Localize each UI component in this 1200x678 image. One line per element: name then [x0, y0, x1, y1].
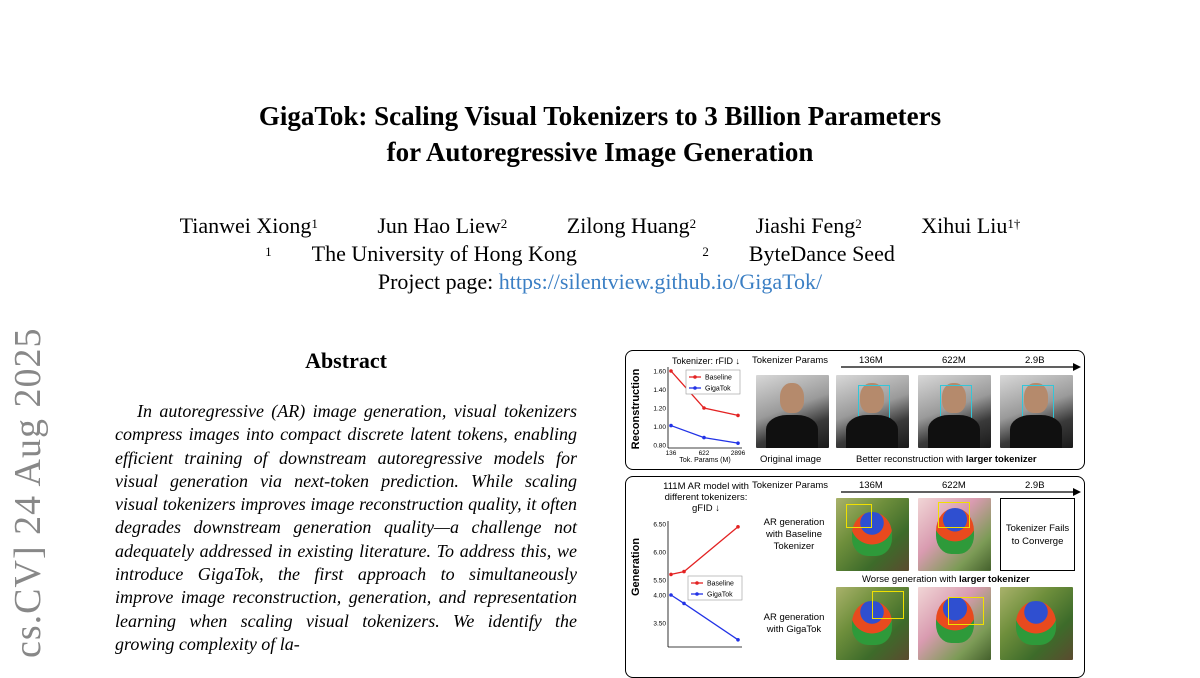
y-tick-label: 0.80	[653, 442, 666, 450]
rfid-chart	[626, 351, 754, 467]
gigatok-gen-2-9b	[1000, 587, 1073, 660]
data-point	[736, 525, 740, 529]
original-image	[756, 375, 829, 448]
legend-marker	[695, 581, 699, 585]
author: Tianwei Xiong$^1$	[179, 213, 318, 238]
arxiv-stamp-text: cs.CV] 24 Aug 2025	[7, 327, 49, 658]
author-list	[0, 212, 1200, 240]
series-line-gigatok	[671, 426, 738, 444]
gen-chart-title: 111M AR model with different tokenizers: gFID ↓	[663, 481, 749, 514]
legend-label: Baseline	[705, 374, 732, 382]
project-label: Project page:	[377, 269, 494, 294]
baseline-gen-622m	[918, 498, 991, 571]
arxiv-stamp	[0, 327, 70, 658]
data-point	[682, 570, 686, 574]
baseline-gen-label: AR generation with Baseline Tokenizer	[763, 517, 825, 552]
gfid-chart	[626, 477, 754, 649]
legend-label: GigaTok	[707, 591, 733, 599]
author: Jiashi Feng$^2$	[755, 213, 862, 238]
param-622m: 622M	[942, 355, 966, 366]
project-link[interactable]: https://silentview.github.io/GigaTok/	[498, 269, 823, 294]
series-line-baseline	[671, 527, 738, 575]
data-point	[682, 602, 686, 606]
abstract-heading: Abstract	[305, 348, 387, 373]
project-page	[0, 268, 1200, 296]
recon-2-9b	[1000, 375, 1073, 448]
legend-marker	[693, 386, 697, 390]
y-tick-label: 5.50	[653, 577, 666, 585]
param-622m-2: 622M	[942, 480, 966, 491]
gigatok-gen-622m	[918, 587, 991, 660]
series-line-gigatok	[671, 595, 738, 640]
data-point	[736, 638, 740, 642]
chart-title: Tokenizer: rFID ↓	[671, 356, 741, 366]
x-tick-label: 622	[698, 450, 710, 457]
y-tick-label: 1.60	[653, 368, 666, 376]
legend-marker	[693, 375, 697, 379]
legend-label: GigaTok	[705, 385, 731, 393]
y-tick-label: 1.00	[653, 424, 666, 431]
tok-params-header-2: Tokenizer Params	[752, 480, 829, 491]
param-arrow	[841, 363, 1081, 371]
worse-gen-caption: Worse generation with larger tokenizer	[862, 574, 1030, 585]
param-arrow-2	[841, 488, 1081, 496]
affiliation: $^2$ ByteDance Seed	[702, 241, 895, 266]
y-tick-label: 4.00	[653, 592, 666, 600]
better-recon-caption: Better reconstruction with larger tokenizer	[856, 454, 1037, 465]
param-2-9b-2: 2.9B	[1025, 480, 1045, 491]
y-tick-label: 6.00	[653, 549, 666, 557]
affiliation: $^1$ The University of Hong Kong	[265, 241, 577, 266]
gigatok-gen-label: AR generation with GigaTok	[763, 612, 825, 635]
param-136m: 136M	[859, 355, 883, 366]
title-line-2: for Autoregressive Image Generation	[386, 137, 814, 167]
y-tick-label: 6.50	[653, 521, 666, 529]
teaser-figure	[625, 350, 1087, 648]
param-136m-2: 136M	[859, 480, 883, 491]
gigatok-gen-136m	[836, 587, 909, 660]
paper-title	[0, 98, 1200, 170]
data-point	[702, 436, 706, 440]
title-line-1: GigaTok: Scaling Visual Tokenizers to 3 Billion Parameters	[258, 101, 942, 131]
data-point	[669, 593, 673, 597]
y-tick-label: 1.20	[653, 405, 666, 413]
y-tick-label: 3.50	[653, 620, 666, 628]
recon-622m	[918, 375, 991, 448]
abstract-paragraph: In autoregressive (AR) image generation, visual tokenizers compress images into compact discrete latent tokens, enabling efficient training of downstream autoregressive models for visual generation via next-token prediction. While scaling visual tokenizers improves image reconstruction quality, it often degrades downstream generation quality—a challenge not adequately addressed in existing literature. To address this, we introduce GigaTok, the first approach to simultaneously improve image reconstruction, generation, and representation learning when scaling visual tokenizers. We identify the growing complexity of la-	[115, 401, 577, 654]
data-point	[669, 424, 673, 428]
x-tick-label: 2896	[730, 450, 746, 457]
row-label: Reconstruction	[630, 368, 642, 450]
x-tick-label: 136	[665, 450, 677, 457]
tok-params-header: Tokenizer Params	[752, 355, 829, 366]
data-point	[736, 441, 740, 445]
baseline-gen-136m	[836, 498, 909, 571]
y-tick-label: 1.40	[653, 387, 666, 394]
data-point	[736, 414, 740, 418]
reconstruction-panel	[625, 350, 1085, 470]
data-point	[669, 369, 673, 373]
author: Jun Hao Liew$^2$	[377, 213, 508, 238]
data-point	[702, 406, 706, 410]
data-point	[669, 573, 673, 577]
author: Xihui Liu$^{1\dagger}$	[921, 213, 1021, 238]
param-2-9b: 2.9B	[1025, 355, 1045, 366]
original-image-caption: Original image	[760, 454, 822, 465]
legend-marker	[695, 592, 699, 596]
fails-to-converge-box: Tokenizer Fails to Converge	[1000, 498, 1075, 571]
author: Zilong Huang$^2$	[566, 213, 697, 238]
recon-136m	[836, 375, 909, 448]
affiliations	[0, 240, 1200, 268]
legend-label: Baseline	[707, 580, 734, 588]
abstract-body	[115, 400, 577, 656]
row-label: Generation	[630, 537, 642, 597]
x-axis-label: Tok. Params (M)	[679, 457, 731, 464]
